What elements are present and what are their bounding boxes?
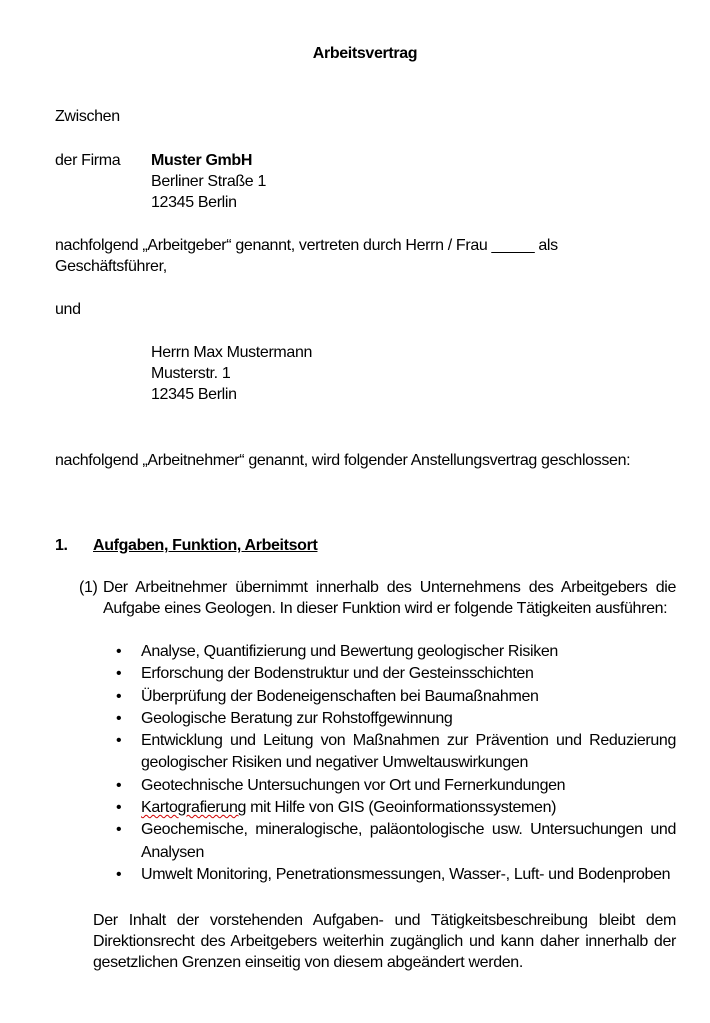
list-item: • Kartografierung mit Hilfe von GIS (Geoinformationssystemen) [116,797,676,819]
bullet-icon: • [116,687,122,705]
employer-name: Muster GmbH [151,152,253,169]
paragraph-text: Der Arbeitnehmer übernimmt innerhalb des Unternehmens des Arbeitgebers die Aufgabe eines Geologen. In dieser Funktion wird er folgende Tätigkeiten ausführen: [103,579,676,617]
bullet-icon: • [116,799,122,817]
employee-name: Herrn Max Mustermann [151,344,313,361]
bullet-icon: • [116,709,122,727]
employer-city: 12345 Berlin [151,194,237,211]
employer-note-line1: nachfolgend „Arbeitgeber“ genannt, vertreten durch Herrn / Frau _____ als [55,237,558,254]
intro-text: Zwischen [55,108,120,125]
employer-label: der Firma [55,152,121,169]
list-item: • Umwelt Monitoring, Penetrationsmessungen, Wasser-, Luft- und Bodenproben [116,864,676,886]
list-item: • Geotechnische Untersuchungen vor Ort und Fernerkundungen [116,775,676,797]
bullet-icon: • [116,776,122,794]
section-heading: Aufgaben, Funktion, Arbeitsort [93,537,318,554]
list-item: • Geochemische, mineralogische, paläontologische usw. Untersuchungen und Analysen [116,821,676,861]
task-list [116,641,676,886]
employee-city: 12345 Berlin [151,386,237,403]
bullet-icon: • [116,865,122,883]
list-item: • Geologische Beratung zur Rohstoffgewinnung [116,708,676,730]
bullet-icon: • [116,643,122,660]
employer-street: Berliner Straße 1 [151,173,266,190]
bullet-icon: • [116,732,122,750]
employee-note: nachfolgend „Arbeitnehmer“ genannt, wird folgender Anstellungsvertrag geschlossen: [55,452,631,469]
paragraph-number: (1) [79,579,98,596]
spellcheck-marked-word[interactable]: Kartografierung [141,799,247,817]
bullet-icon: • [116,665,122,683]
list-item: • Überprüfung der Bodeneigenschaften bei Baumaßnahmen [116,686,676,708]
closing-paragraph: Der Inhalt der vorstehenden Aufgaben- und Tätigkeitsbeschreibung bleibt dem Direktionsrecht des Arbeitgebers weiterhin zugänglich und kann daher innerhalb der gesetzlichen Grenzen einseitig von diesem abgeändert werden. [93,912,676,971]
document-title: Arbeitsvertrag [312,45,418,62]
list-item: • Entwicklung und Leitung von Maßnahmen zur Prävention und Reduzierung geologischer Risiken und negativer Umweltauswirkungen [116,732,676,772]
und-text: und [55,301,81,318]
employee-street: Musterstr. 1 [151,365,231,382]
employer-note-line2: Geschäftsführer, [55,258,167,275]
list-item: • Erforschung der Bodenstruktur und der Gesteinsschichten [116,663,676,685]
bullet-icon: • [116,821,122,839]
list-item: • Analyse, Quantifizierung und Bewertung geologischer Risiken [116,641,676,663]
section-number: 1. [55,537,68,554]
